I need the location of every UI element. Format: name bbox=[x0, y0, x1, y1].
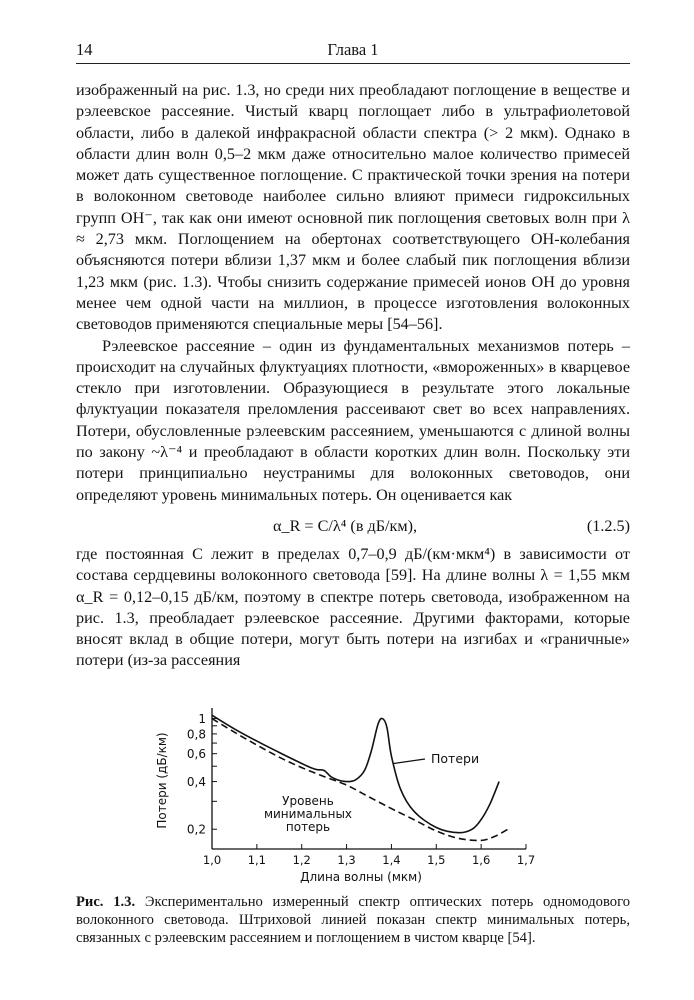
x-tick-label: 1,1 bbox=[247, 853, 267, 867]
equation-line bbox=[76, 509, 630, 544]
y-tick-label: 1 bbox=[198, 712, 206, 727]
x-tick-label: 1,5 bbox=[427, 853, 446, 867]
annotation-losses-2: потерь bbox=[285, 820, 331, 834]
x-tick-label: 1,0 bbox=[202, 853, 222, 867]
caption-label: Рис. 1.3. bbox=[76, 894, 136, 910]
annotation-leader-line bbox=[394, 759, 425, 764]
figure-caption bbox=[76, 894, 630, 947]
y-tick-label: 0,6 bbox=[186, 747, 206, 762]
x-tick-label: 1,3 bbox=[337, 853, 356, 867]
x-axis-label: Длина волны (мкм) bbox=[300, 870, 422, 884]
annotation-level: Уровень bbox=[282, 794, 334, 808]
caption-text: Экспериментально измеренный спектр оптических потерь одномодового волоконного световода. Штриховой линией показан спектр минимальных потерь, связанных с рэлеевским рассеянием и поглощением в чистом кварце [54]. bbox=[76, 894, 630, 946]
measured-loss-line bbox=[212, 715, 499, 833]
x-tick-label: 1,4 bbox=[382, 853, 401, 867]
running-header bbox=[76, 40, 630, 62]
equation-number: (1.2.5) bbox=[586, 516, 630, 535]
x-tick-label: 1,6 bbox=[471, 853, 491, 867]
body-text bbox=[76, 80, 630, 672]
y-tick-label: 0,4 bbox=[186, 775, 206, 790]
loss-spectrum-chart bbox=[150, 702, 550, 892]
y-axis-label: Потери (дБ/км) bbox=[155, 732, 169, 829]
y-tick-label: 0,8 bbox=[186, 727, 206, 742]
paragraph-2: Рэлеевское рассеяние – один из фундаментальных механизмов потерь – происходит на случайных флуктуациях плотности, «вмороженных» в кварцевое стекло при изготовлении. Образующиеся в результате этого локальные флуктуации показателя преломления рассеивают свет во всех направлениях. Потери, обусловленные рэлеевским рассеянием, уменьшаются с длиной волны по закону ~λ⁻⁴ и преобладают в области коротких длин волн. Поскольку эти потери принципиально неустранимы для волоконных световодов, они определяют уровень минимальных потерь. Он оценивается как bbox=[76, 336, 630, 504]
paragraph-1: изображенный на рис. 1.3, но среди них преобладают поглощение в веществе и рэлеевское рассеяние. Чистый кварц поглощает либо в ультрафиолетовой области, либо в далекой инфракрасной области спектра (> 2 мкм). Однако в области длин волн 0,5–2 мкм даже относительно малое количество примесей может дать существенное поглощение. С практической точки зрения на потери в волоконном световоде наиболее сильно влияют примеси гидроксильных групп OH⁻, так как они имеют основной пик поглощения световых волн при λ ≈ 2,73 мкм. Поглощением на обертонах соответствующего OH-колебания объясняются потери вблизи 1,37 мкм и более слабый пик поглощения вблизи 1,23 мкм (рис. 1.3). Чтобы снизить содержание примесей ионов OH до уровня менее чем одной части на миллион, в процессе изготовления волоконных световодов применяются специальные меры [54–56]. bbox=[76, 81, 630, 334]
paragraph-3: где постоянная C лежит в пределах 0,7–0,9 дБ/(км·мкм⁴) в зависимости от состава сердцевины волоконного световода [59]. На длине волны λ = 1,55 мкм α_R = 0,12–0,15 дБ/км, поэтому в спектре потерь световода, изображенном на рис. 1.3, преобладает рэлеевское рассеяние. Другими факторами, которые вносят вклад в общие потери, могут быть потери на изгибах и «граничные» потери (из-за рассеяния bbox=[76, 544, 630, 670]
header-rule bbox=[76, 63, 630, 64]
figure-1-3 bbox=[150, 702, 550, 892]
annotation-losses: Потери bbox=[431, 751, 480, 766]
equation: α_R = C/λ⁴ (в дБ/км), bbox=[273, 516, 418, 535]
x-tick-label: 1,2 bbox=[292, 853, 311, 867]
minimum-loss-dashed-line bbox=[212, 719, 508, 841]
y-tick-label: 0,2 bbox=[186, 822, 206, 837]
page-number: 14 bbox=[76, 40, 93, 59]
chapter-title: Глава 1 bbox=[327, 40, 379, 59]
annotation-minimal: минимальных bbox=[263, 807, 353, 821]
x-tick-label: 1,7 bbox=[516, 853, 536, 867]
